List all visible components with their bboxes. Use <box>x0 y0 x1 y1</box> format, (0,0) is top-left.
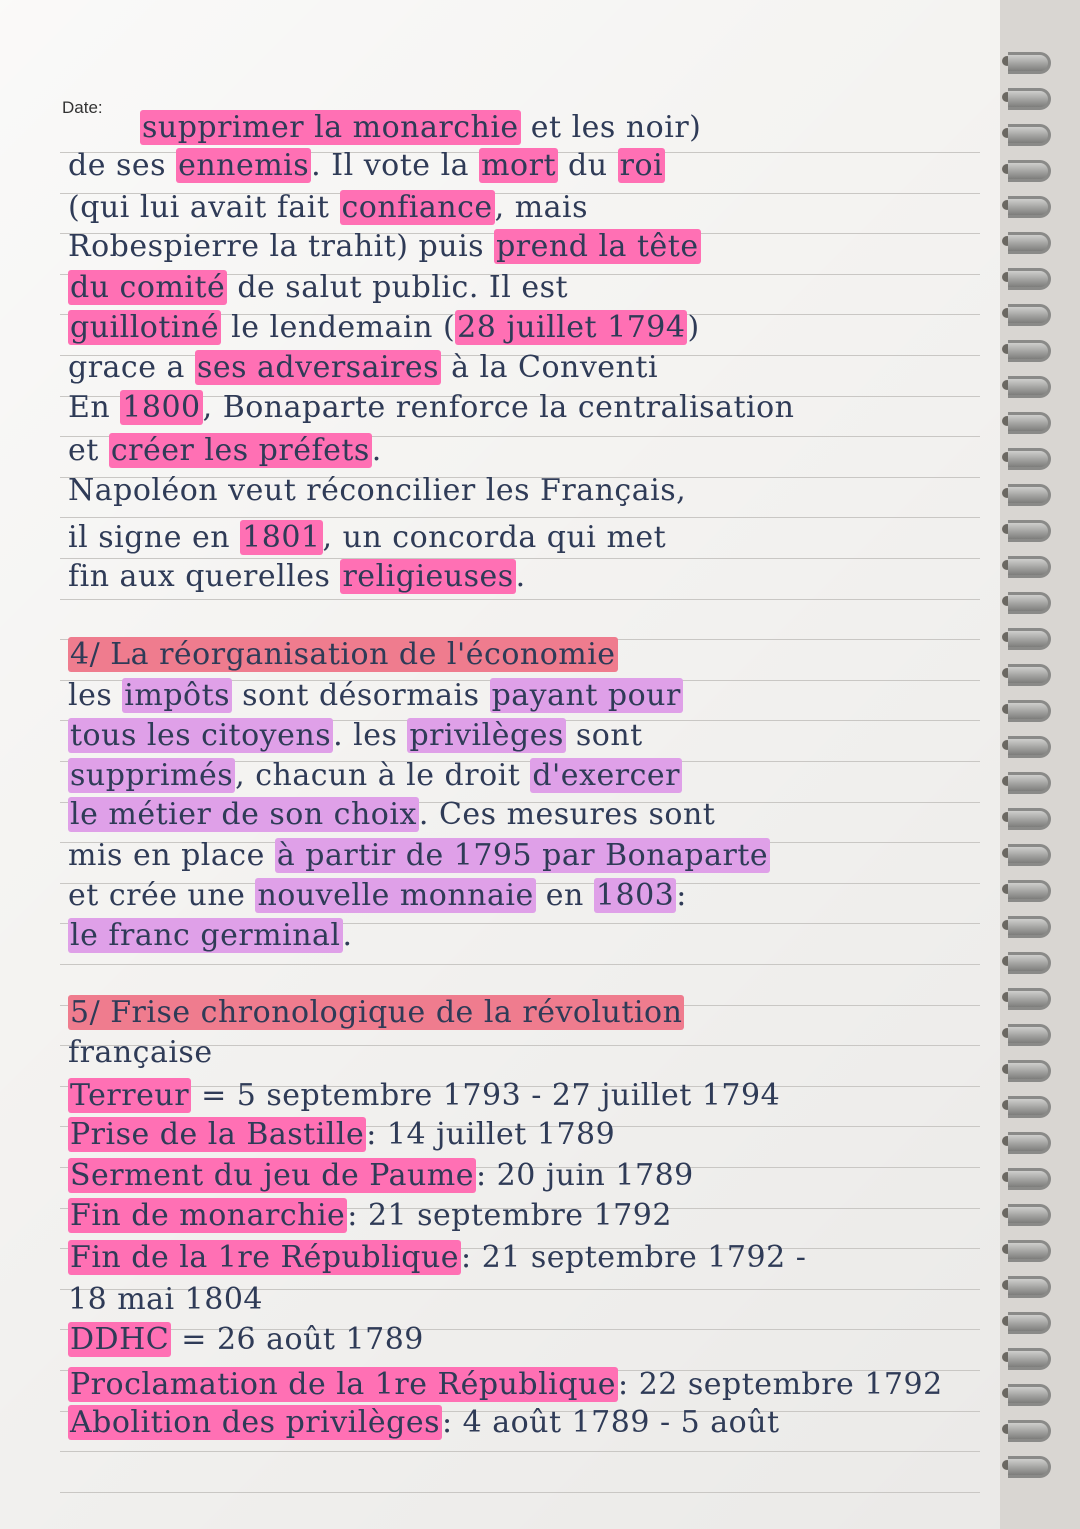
note-text: ) <box>687 310 700 345</box>
note-text: les <box>68 678 123 713</box>
spiral-ring-icon <box>996 1094 1048 1116</box>
note-line <box>68 520 998 556</box>
highlighted-text: payant pour <box>491 678 681 713</box>
highlighted-text: 1803 <box>595 878 675 913</box>
spiral-ring-icon <box>996 1058 1048 1080</box>
note-line <box>68 1198 998 1234</box>
note-text: le lendemain ( <box>221 310 456 345</box>
spiral-ring-icon <box>996 1382 1048 1404</box>
note-line <box>68 838 998 874</box>
spiral-ring-icon <box>996 1166 1048 1188</box>
note-line <box>68 1035 998 1071</box>
note-text: . <box>342 918 353 953</box>
spiral-ring-icon <box>996 1454 1048 1476</box>
spiral-ring-icon <box>996 770 1048 792</box>
note-text: fin aux querelles <box>68 559 341 594</box>
highlighted-text: supprimer la monarchie <box>142 110 519 145</box>
note-line <box>68 718 998 754</box>
spiral-ring-icon <box>996 662 1048 684</box>
note-text: Napoléon veut réconcilier les Français, <box>68 473 687 508</box>
note-text: : 4 août 1789 - 5 août <box>441 1405 780 1440</box>
highlighted-text: roi <box>619 148 664 183</box>
spiral-ring-icon <box>996 410 1048 432</box>
note-line <box>68 473 998 509</box>
spiral-ring-icon <box>996 122 1048 144</box>
highlighted-text: religieuses <box>342 559 514 594</box>
spiral-ring-icon <box>996 374 1048 396</box>
spiral-ring-icon <box>996 734 1048 756</box>
note-text: , Bonaparte renforce la centralisation <box>202 390 795 425</box>
note-text: . <box>371 433 382 468</box>
spiral-ring-icon <box>996 518 1048 540</box>
note-text: : 21 septembre 1792 <box>347 1198 672 1233</box>
note-text: sont <box>565 718 643 753</box>
spiral-ring-icon <box>996 194 1048 216</box>
highlighted-text: tous les citoyens <box>70 718 332 753</box>
spiral-ring-icon <box>996 1022 1048 1044</box>
spiral-ring-icon <box>996 554 1048 576</box>
note-text: . Il vote la <box>311 148 480 183</box>
date-label: Date: <box>62 98 103 117</box>
spiral-ring-icon <box>996 266 1048 288</box>
highlighted-text: ennemis <box>178 148 310 183</box>
note-text: grace a <box>68 350 195 385</box>
spiral-ring-icon <box>996 914 1048 936</box>
highlighted-text: ses adversaires <box>196 350 440 385</box>
note-line <box>68 559 998 595</box>
highlighted-text: confiance <box>341 190 493 225</box>
note-line <box>68 1117 998 1153</box>
spiral-ring-icon <box>996 590 1048 612</box>
spiral-ring-icon <box>996 50 1048 72</box>
note-line <box>68 637 998 673</box>
note-text: : 21 septembre 1792 - <box>461 1240 807 1275</box>
highlighted-text: Terreur <box>70 1078 190 1113</box>
highlighted-text: 5/ Frise chronologique de la révolution <box>70 995 683 1030</box>
highlighted-text: à partir de 1795 par Bonaparte <box>276 838 769 873</box>
note-line <box>68 758 998 794</box>
note-line <box>68 797 998 833</box>
note-text: de salut public. Il est <box>227 270 569 305</box>
note-text: de ses <box>68 148 177 183</box>
spiral-ring-icon <box>996 986 1048 1008</box>
highlighted-text: 1801 <box>242 520 321 555</box>
note-text: il signe en <box>68 520 241 555</box>
note-text: . Ces mesures sont <box>418 797 716 832</box>
note-text: : 22 septembre 1792 <box>618 1367 943 1402</box>
note-text: : 14 juillet 1789 <box>366 1117 616 1152</box>
highlighted-text: 28 juillet 1794 <box>457 310 686 345</box>
note-line <box>68 1405 998 1441</box>
note-line <box>68 918 998 954</box>
note-line <box>140 110 1070 146</box>
note-line <box>68 310 998 346</box>
note-line <box>68 229 998 265</box>
note-text: : <box>676 878 687 913</box>
note-line <box>68 1240 998 1276</box>
note-line <box>68 433 998 469</box>
note-text: . les <box>333 718 408 753</box>
highlighted-text: impôts <box>124 678 231 713</box>
highlighted-text: DDHC <box>70 1322 170 1357</box>
highlighted-text: Fin de la 1re République <box>70 1240 460 1275</box>
spiral-ring-icon <box>996 1310 1048 1332</box>
highlighted-text: du comité <box>70 270 226 305</box>
spiral-ring-icon <box>996 302 1048 324</box>
note-line <box>68 1322 998 1358</box>
note-text: 18 mai 1804 <box>68 1282 264 1317</box>
spiral-ring-icon <box>996 338 1048 360</box>
spiral-ring-icon <box>996 158 1048 180</box>
note-text: mis en place <box>68 838 275 873</box>
highlighted-text: prend la tête <box>496 229 699 264</box>
spiral-ring-icon <box>996 1130 1048 1152</box>
spiral-ring-icon <box>996 626 1048 648</box>
note-line <box>68 1367 998 1403</box>
spiral-ring-icon <box>996 1274 1048 1296</box>
highlighted-text: Serment du jeu de Paume <box>70 1158 474 1193</box>
note-line <box>68 148 998 184</box>
note-text: = 26 août 1789 <box>171 1322 424 1357</box>
spiral-ring-icon <box>996 1202 1048 1224</box>
note-text: Robespierre la trahit) puis <box>68 229 495 264</box>
spiral-ring-icon <box>996 806 1048 828</box>
highlighted-text: Prise de la Bastille <box>70 1117 365 1152</box>
note-text: et crée une <box>68 878 256 913</box>
spiral-ring-icon <box>996 1346 1048 1368</box>
note-text: = 5 septembre 1793 - 27 juillet 1794 <box>191 1078 781 1113</box>
highlighted-text: nouvelle monnaie <box>257 878 534 913</box>
note-text: en <box>535 878 594 913</box>
note-line <box>68 678 998 714</box>
note-text: à la Conventi <box>441 350 659 385</box>
note-text: et <box>68 433 109 468</box>
note-text: (qui lui avait fait <box>68 190 340 225</box>
note-text: En <box>68 390 121 425</box>
note-line <box>68 350 998 386</box>
note-line <box>68 390 998 426</box>
highlighted-text: mort <box>481 148 557 183</box>
spiral-ring-icon <box>996 842 1048 864</box>
highlighted-text: le métier de son choix <box>70 797 417 832</box>
highlighted-text: 1800 <box>122 390 201 425</box>
note-line <box>68 1158 998 1194</box>
spiral-ring-icon <box>996 230 1048 252</box>
spiral-ring-icon <box>996 1238 1048 1260</box>
highlighted-text: Fin de monarchie <box>70 1198 346 1233</box>
note-line <box>68 1078 998 1114</box>
note-line <box>68 995 998 1031</box>
spiral-ring-icon <box>996 482 1048 504</box>
note-line <box>68 878 998 914</box>
note-line <box>68 190 998 226</box>
note-text: et les noir) <box>520 110 702 145</box>
highlighted-text: supprimés <box>70 758 234 793</box>
note-text: française <box>68 1035 213 1070</box>
spiral-ring-icon <box>996 878 1048 900</box>
note-line <box>68 1282 998 1318</box>
note-text: . <box>515 559 526 594</box>
highlighted-text: privilèges <box>409 718 564 753</box>
spiral-binding <box>996 50 1080 1490</box>
note-line <box>68 270 998 306</box>
note-text: , un concorda qui met <box>322 520 667 555</box>
spiral-ring-icon <box>996 698 1048 720</box>
highlighted-text: guillotiné <box>70 310 220 345</box>
spiral-ring-icon <box>996 86 1048 108</box>
note-text: , chacun à le droit <box>235 758 531 793</box>
note-text: , mais <box>494 190 589 225</box>
highlighted-text: Proclamation de la 1re République <box>70 1367 617 1402</box>
highlighted-text: d'exercer <box>532 758 680 793</box>
highlighted-text: 4/ La réorganisation de l'économie <box>70 637 616 672</box>
note-text: du <box>558 148 618 183</box>
highlighted-text: le franc germinal <box>70 918 341 953</box>
spiral-ring-icon <box>996 1418 1048 1440</box>
spiral-ring-icon <box>996 950 1048 972</box>
note-text: sont désormais <box>232 678 490 713</box>
spiral-ring-icon <box>996 446 1048 468</box>
note-text: : 20 juin 1789 <box>475 1158 694 1193</box>
highlighted-text: Abolition des privilèges <box>70 1405 440 1440</box>
highlighted-text: créer les préfets <box>110 433 370 468</box>
